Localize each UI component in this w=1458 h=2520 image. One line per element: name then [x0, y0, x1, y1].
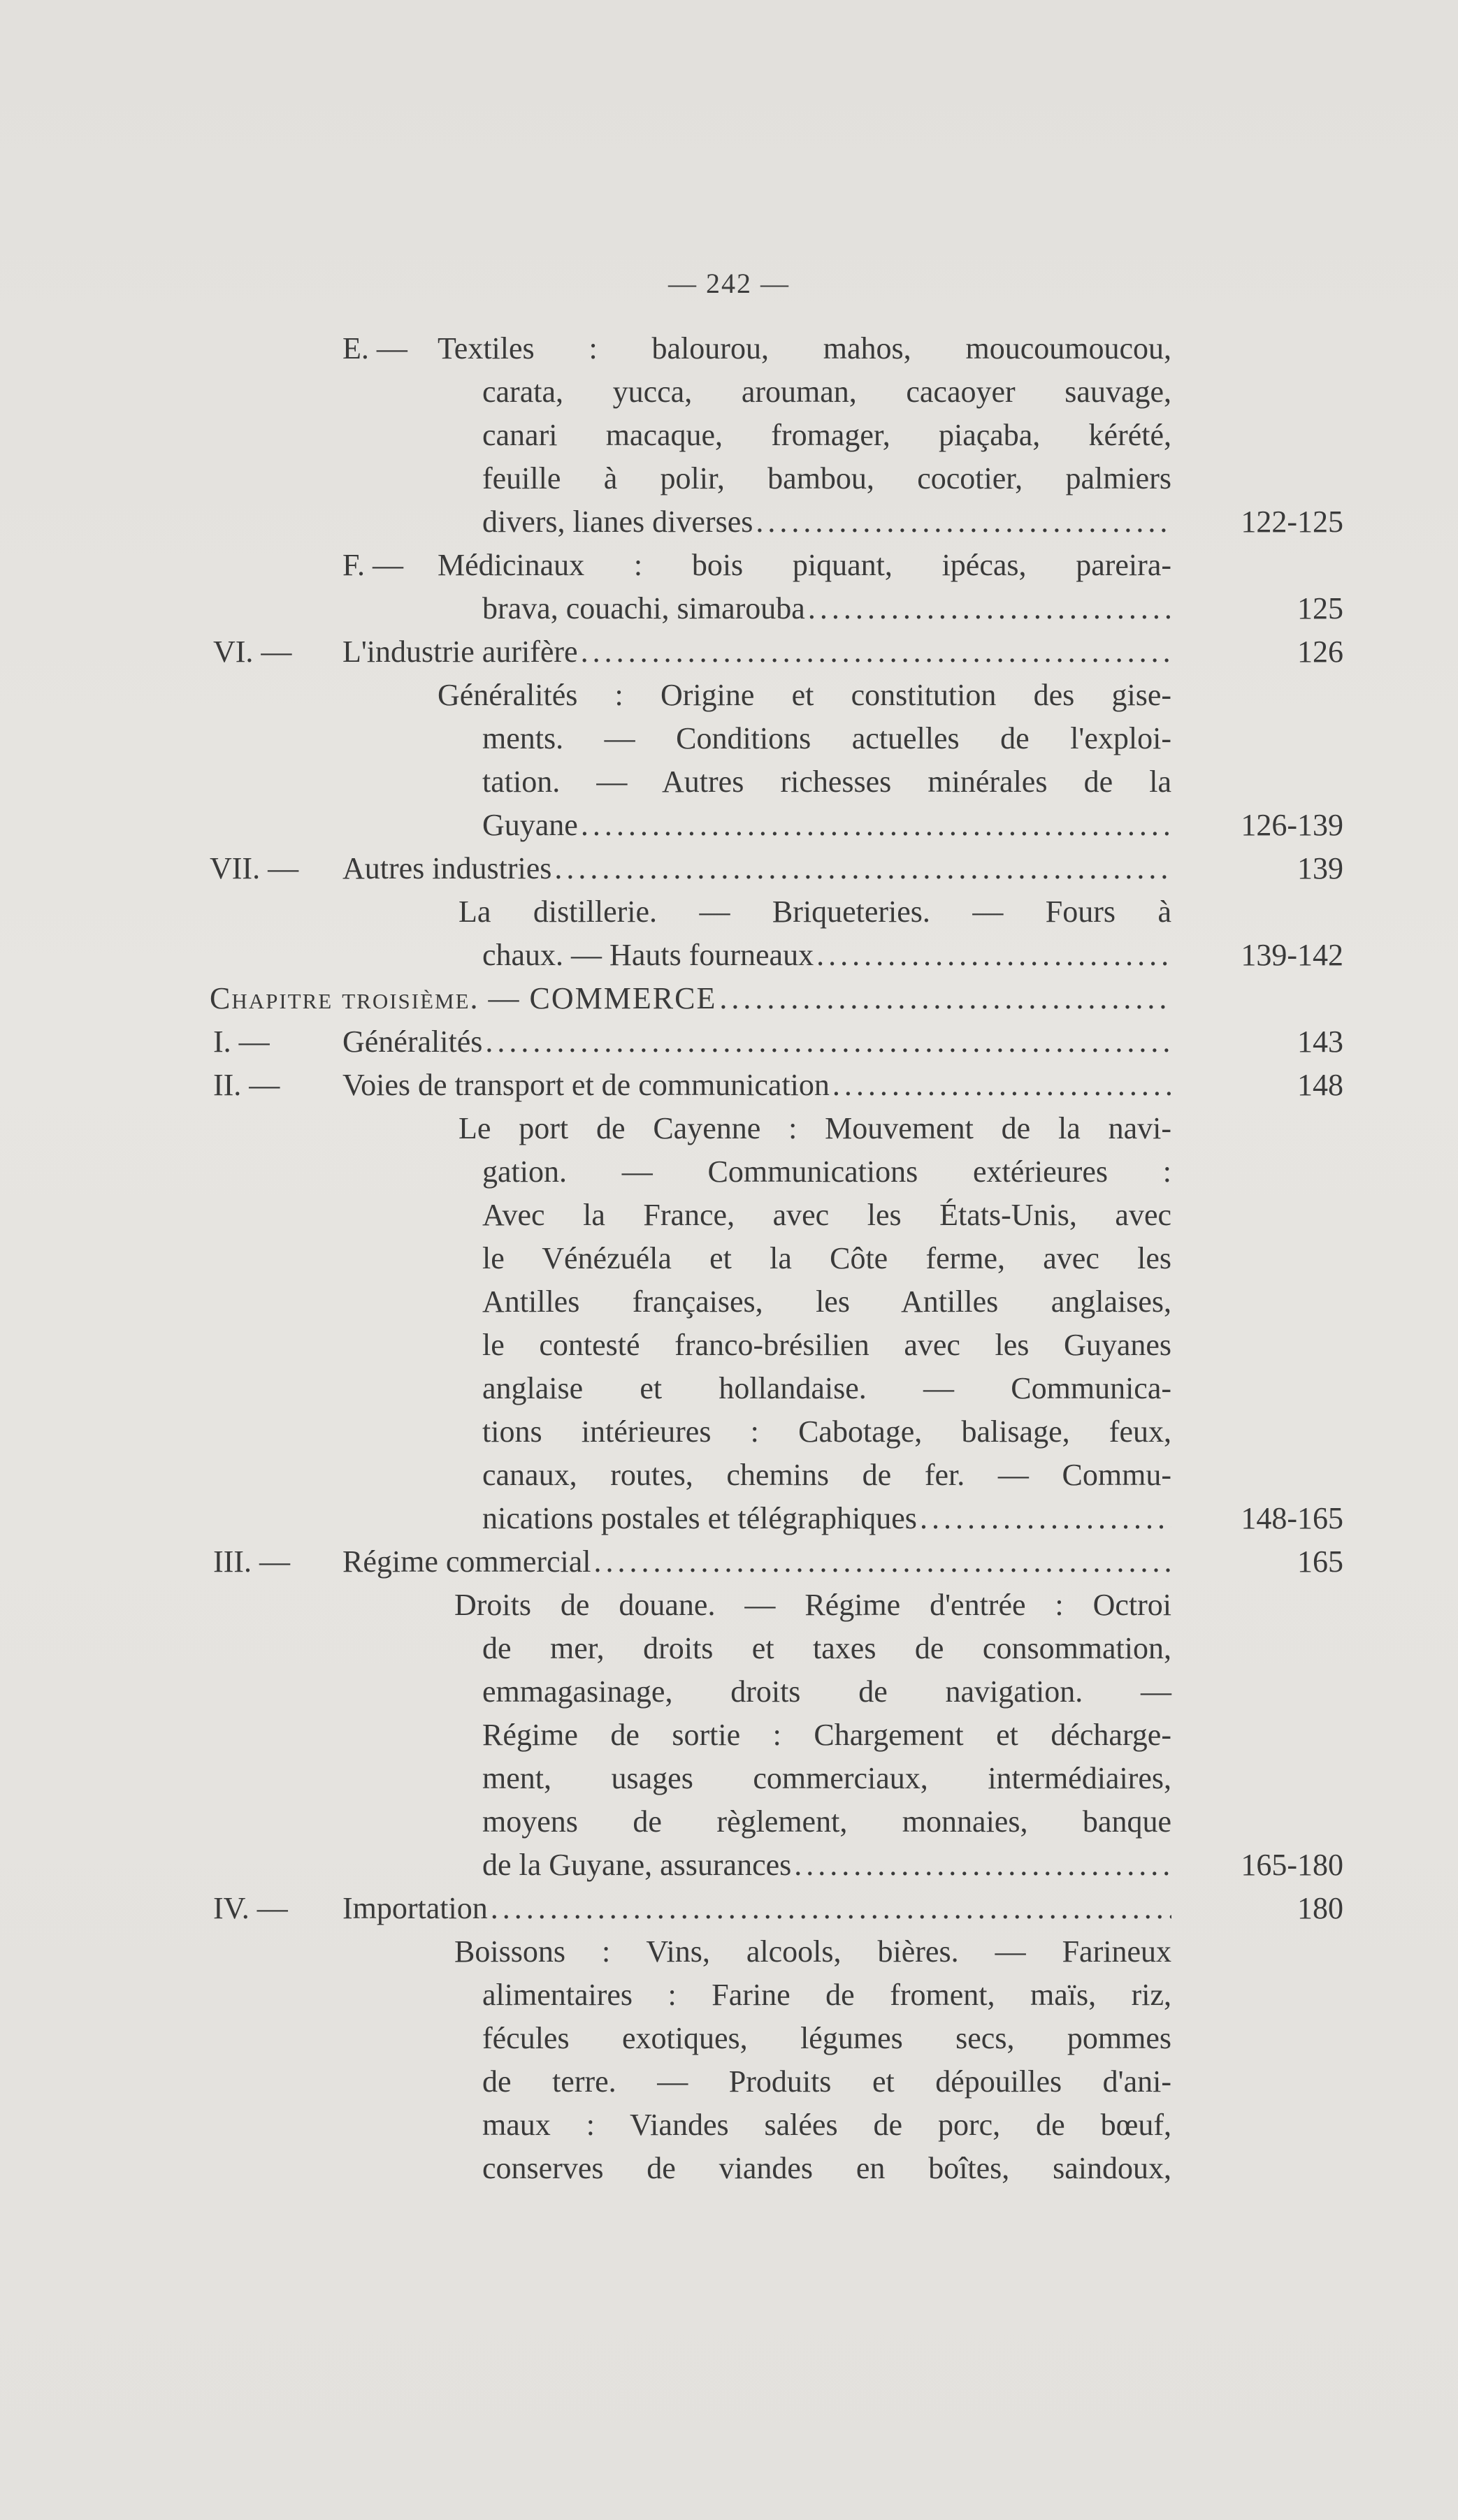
- entry-label: III. —: [213, 1544, 290, 1579]
- dot-leader: [920, 1497, 1171, 1540]
- entry-line: fécules exotiques, légumes secs, pommes: [482, 2021, 1171, 2055]
- toc-leader-line: [482, 500, 1171, 544]
- dot-leader: [485, 1020, 1171, 1064]
- entry-line: maux : Viandes salées de porc, de bœuf,: [482, 2108, 1171, 2142]
- entry-line: emmagasinage, droits de navigation. —: [482, 1674, 1171, 1709]
- entry-line: Régime commercial: [342, 1544, 591, 1579]
- chapter-title: Chapitre troisième. — COMMERCE: [210, 981, 717, 1015]
- entry-line: chaux. — Hauts fourneaux: [482, 938, 814, 972]
- toc-leader-line: [342, 1064, 1171, 1107]
- entry-line: Le port de Cayenne : Mouvement de la navi-: [459, 1111, 1171, 1145]
- entry-line: feuille à polir, bambou, cocotier, palmiers: [482, 461, 1171, 495]
- entry-line: ment, usages commerciaux, intermédiaires,: [482, 1761, 1171, 1795]
- entry-line: ments. — Conditions actuelles de l'exploi-: [482, 721, 1171, 755]
- entry-line: de terre. — Produits et dépouilles d'ani-: [482, 2064, 1171, 2099]
- entry-line: moyens de règlement, monnaies, banque: [482, 1804, 1171, 1839]
- toc-leader-line: [342, 630, 1171, 674]
- toc-leader-line: [342, 847, 1171, 890]
- entry-line: conserves de viandes en boîtes, saindoux,: [482, 2151, 1171, 2185]
- dot-leader: [808, 587, 1171, 630]
- entry-pages: 139: [1297, 851, 1343, 885]
- entry-line: La distillerie. — Briqueteries. — Fours à: [459, 895, 1171, 929]
- entry-line: Guyane: [482, 808, 578, 842]
- entry-line: Avec la France, avec les États-Unis, avec: [482, 1198, 1171, 1232]
- entry-line: tation. — Autres richesses minérales de la: [482, 765, 1171, 799]
- entry-line: Droits de douane. — Régime d'entrée : Octroi: [454, 1588, 1171, 1622]
- entry-label: VII. —: [210, 851, 299, 885]
- dot-leader: [554, 847, 1171, 890]
- entry-line: canaux, routes, chemins de fer. — Commu-: [482, 1458, 1171, 1492]
- dot-leader: [594, 1540, 1171, 1584]
- entry-line: Antilles françaises, les Antilles anglaises,: [482, 1284, 1171, 1319]
- dot-leader: [794, 1844, 1171, 1887]
- dot-leader: [491, 1887, 1171, 1930]
- entry-pages: 126-139: [1241, 808, 1343, 842]
- entry-line: gation. — Communications extérieures :: [482, 1154, 1171, 1189]
- entry-pages: 143: [1297, 1024, 1343, 1059]
- entry-line: Régime de sortie : Chargement et décharge-: [482, 1718, 1171, 1752]
- dot-leader: [832, 1064, 1171, 1107]
- entry-pages: 180: [1297, 1891, 1343, 1925]
- entry-line: Textiles : balourou, mahos, moucoumoucou,: [438, 331, 1171, 365]
- toc-leader-line: [482, 1844, 1171, 1887]
- entry-line: anglaise et hollandaise. — Communica-: [482, 1371, 1171, 1405]
- dot-leader: [581, 804, 1171, 847]
- entry-line: divers, lianes diverses: [482, 505, 753, 539]
- entry-line: tions intérieures : Cabotage, balisage, feux,: [482, 1414, 1171, 1449]
- entry-line: Généralités: [342, 1024, 483, 1059]
- entry-line: le contesté franco-brésilien avec les Guyanes: [482, 1328, 1171, 1362]
- entry-pages: 148: [1297, 1068, 1343, 1102]
- entry-line: de la Guyane, assurances: [482, 1848, 792, 1882]
- entry-line: le Vénézuéla et la Côte ferme, avec les: [482, 1241, 1171, 1275]
- toc-leader-line: [482, 587, 1171, 630]
- entry-line: Boissons : Vins, alcools, bières. — Farineux: [454, 1934, 1171, 1969]
- entry-label: IV. —: [213, 1891, 288, 1925]
- entry-line: alimentaires : Farine de froment, maïs, riz,: [482, 1978, 1171, 2012]
- toc-leader-line: [342, 1540, 1171, 1584]
- entry-label: II. —: [213, 1068, 280, 1102]
- dot-leader: [581, 630, 1171, 674]
- dot-leader: [816, 934, 1171, 977]
- toc-leader-line: [342, 1887, 1171, 1930]
- entry-line: Importation: [342, 1891, 488, 1925]
- entry-line: Généralités : Origine et constitution des gise-: [438, 678, 1171, 712]
- chapter-heading: [210, 977, 1171, 1020]
- entry-label: F. —: [342, 548, 403, 582]
- dot-leader: [719, 977, 1171, 1020]
- dot-leader: [756, 500, 1171, 544]
- entry-pages: 122-125: [1241, 505, 1343, 539]
- entry-pages: 165: [1297, 1544, 1343, 1579]
- toc-leader-line: [482, 1497, 1171, 1540]
- toc-leader-line: [482, 804, 1171, 847]
- entry-pages: 139-142: [1241, 938, 1343, 972]
- entry-label: VI. —: [213, 635, 292, 669]
- entry-label: I. —: [213, 1024, 270, 1059]
- entry-line: Autres industries: [342, 851, 552, 885]
- entry-line: Voies de transport et de communication: [342, 1068, 830, 1102]
- entry-pages: 125: [1297, 591, 1343, 625]
- entry-line: brava, couachi, simarouba: [482, 591, 805, 625]
- entry-line: nications postales et télégraphiques: [482, 1501, 917, 1535]
- entry-pages: 126: [1297, 635, 1343, 669]
- entry-pages: 148-165: [1241, 1501, 1343, 1535]
- entry-line: de mer, droits et taxes de consommation,: [482, 1631, 1171, 1665]
- toc-leader-line: [342, 1020, 1171, 1064]
- entry-line: carata, yucca, arouman, cacaoyer sauvage,: [482, 375, 1171, 409]
- toc-leader-line: [482, 934, 1171, 977]
- entry-label: E. —: [342, 331, 407, 365]
- entry-line: canari macaque, fromager, piaçaba, kérété,: [482, 418, 1171, 452]
- entry-line: L'industrie aurifère: [342, 635, 578, 669]
- entry-line: Médicinaux : bois piquant, ipécas, pareira-: [438, 548, 1171, 582]
- entry-pages: 165-180: [1241, 1848, 1343, 1882]
- page-number: — 242 —: [668, 268, 790, 299]
